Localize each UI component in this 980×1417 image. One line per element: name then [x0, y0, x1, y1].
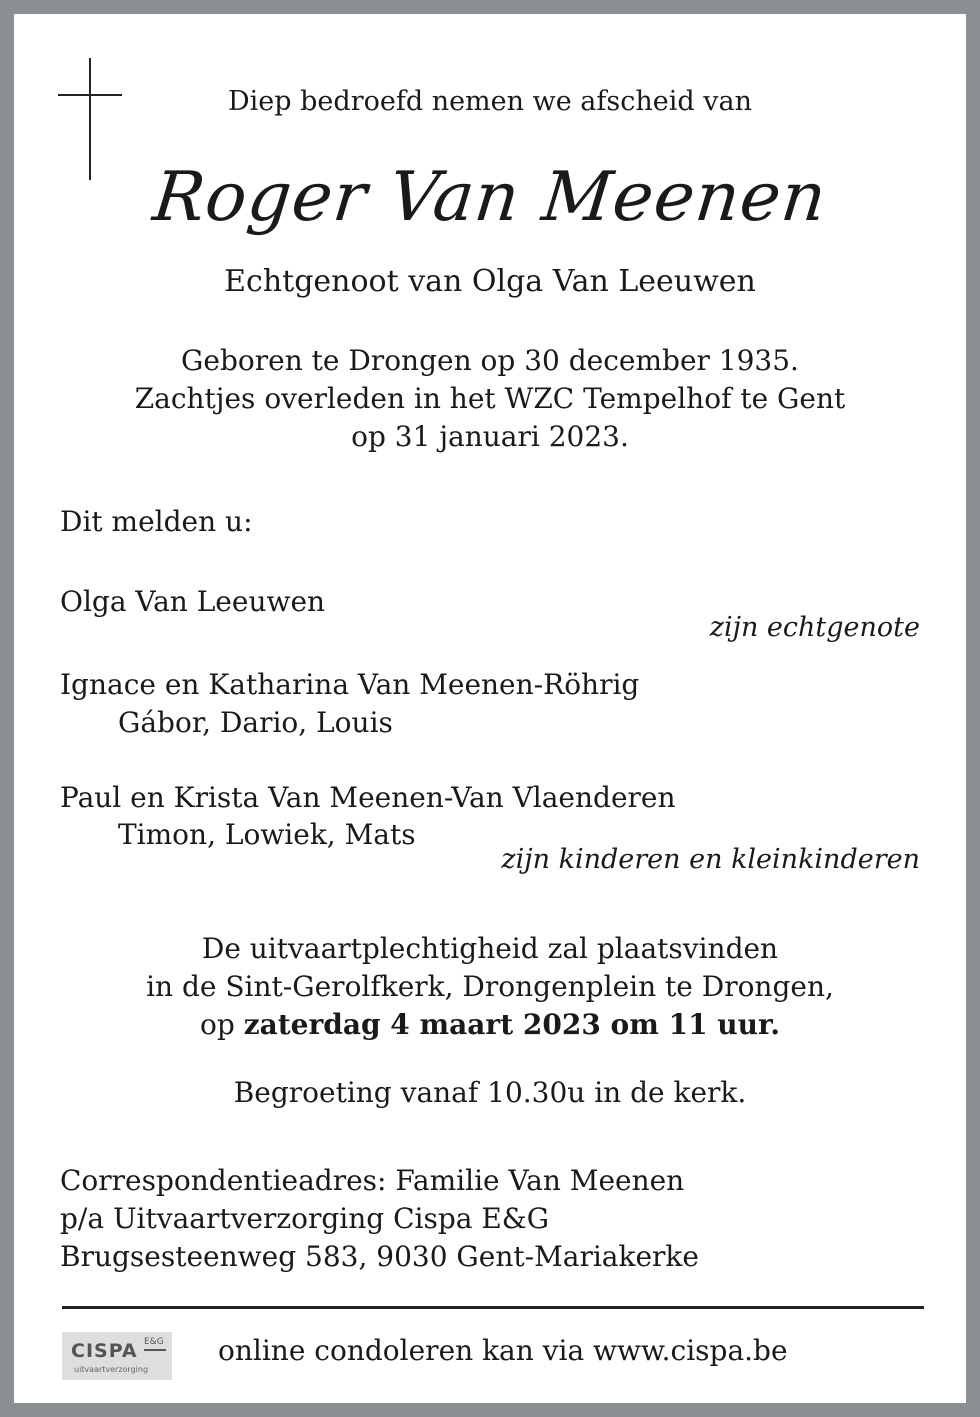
address-line-3: Brugsesteenweg 583, 9030 Gent-Mariakerke	[60, 1240, 699, 1273]
family-child-2-kids: Timon, Lowiek, Mats	[118, 818, 416, 851]
divider	[62, 1306, 924, 1309]
ceremony-line-2: in de Sint-Gerolfkerk, Drongenplein te Drongen,	[146, 970, 834, 1003]
logo-sub: uitvaartverzorging	[74, 1365, 149, 1374]
ceremony-datetime: zaterdag 4 maart 2023 om 11 uur.	[243, 1008, 780, 1041]
correspondence-address	[60, 1162, 699, 1276]
ceremony-block	[0, 930, 980, 1044]
bio-date: op 31 januari 2023.	[351, 420, 629, 453]
spouse-line: Echtgenoot van Olga Van Leeuwen	[224, 264, 756, 299]
address-line-1: Correspondentieadres: Familie Van Meenen	[60, 1164, 685, 1197]
bio-death: Zachtjes overleden in het WZC Tempelhof te Gent	[134, 382, 846, 415]
bio-birth: Geboren te Drongen op 30 december 1935.	[181, 344, 799, 377]
ceremony-prefix: op	[200, 1008, 235, 1041]
greeting-text: Begroeting vanaf 10.30u in de kerk.	[233, 1076, 747, 1109]
announcers-label: Dit melden u:	[60, 505, 253, 538]
bio-block	[0, 342, 980, 456]
family-spouse-role: zijn echtgenote	[709, 612, 920, 643]
ceremony-line-3	[0, 1006, 980, 1044]
family-child-1: Ignace en Katharina Van Meenen-Röhrig	[60, 668, 640, 701]
deceased-name: Roger Van Meenen	[149, 158, 831, 237]
logo-sup: E&G	[144, 1337, 164, 1347]
ceremony-line-1: De uitvaartplechtigheid zal plaatsvinden	[201, 932, 779, 965]
family-children-role: zijn kinderen en kleinkinderen	[501, 844, 920, 875]
family-spouse-name: Olga Van Leeuwen	[60, 585, 326, 618]
online-condolence-link[interactable]: online condoleren kan via www.cispa.be	[218, 1334, 788, 1367]
cispa-logo	[62, 1332, 172, 1380]
intro-text: Diep bedroefd nemen we afscheid van	[228, 86, 752, 117]
family-child-1-kids: Gábor, Dario, Louis	[118, 706, 393, 739]
family-child-2: Paul en Krista Van Meenen-Van Vlaenderen	[60, 781, 676, 814]
logo-brand: CISPA	[71, 1340, 138, 1362]
address-line-2: p/a Uitvaartverzorging Cispa E&G	[60, 1202, 550, 1235]
